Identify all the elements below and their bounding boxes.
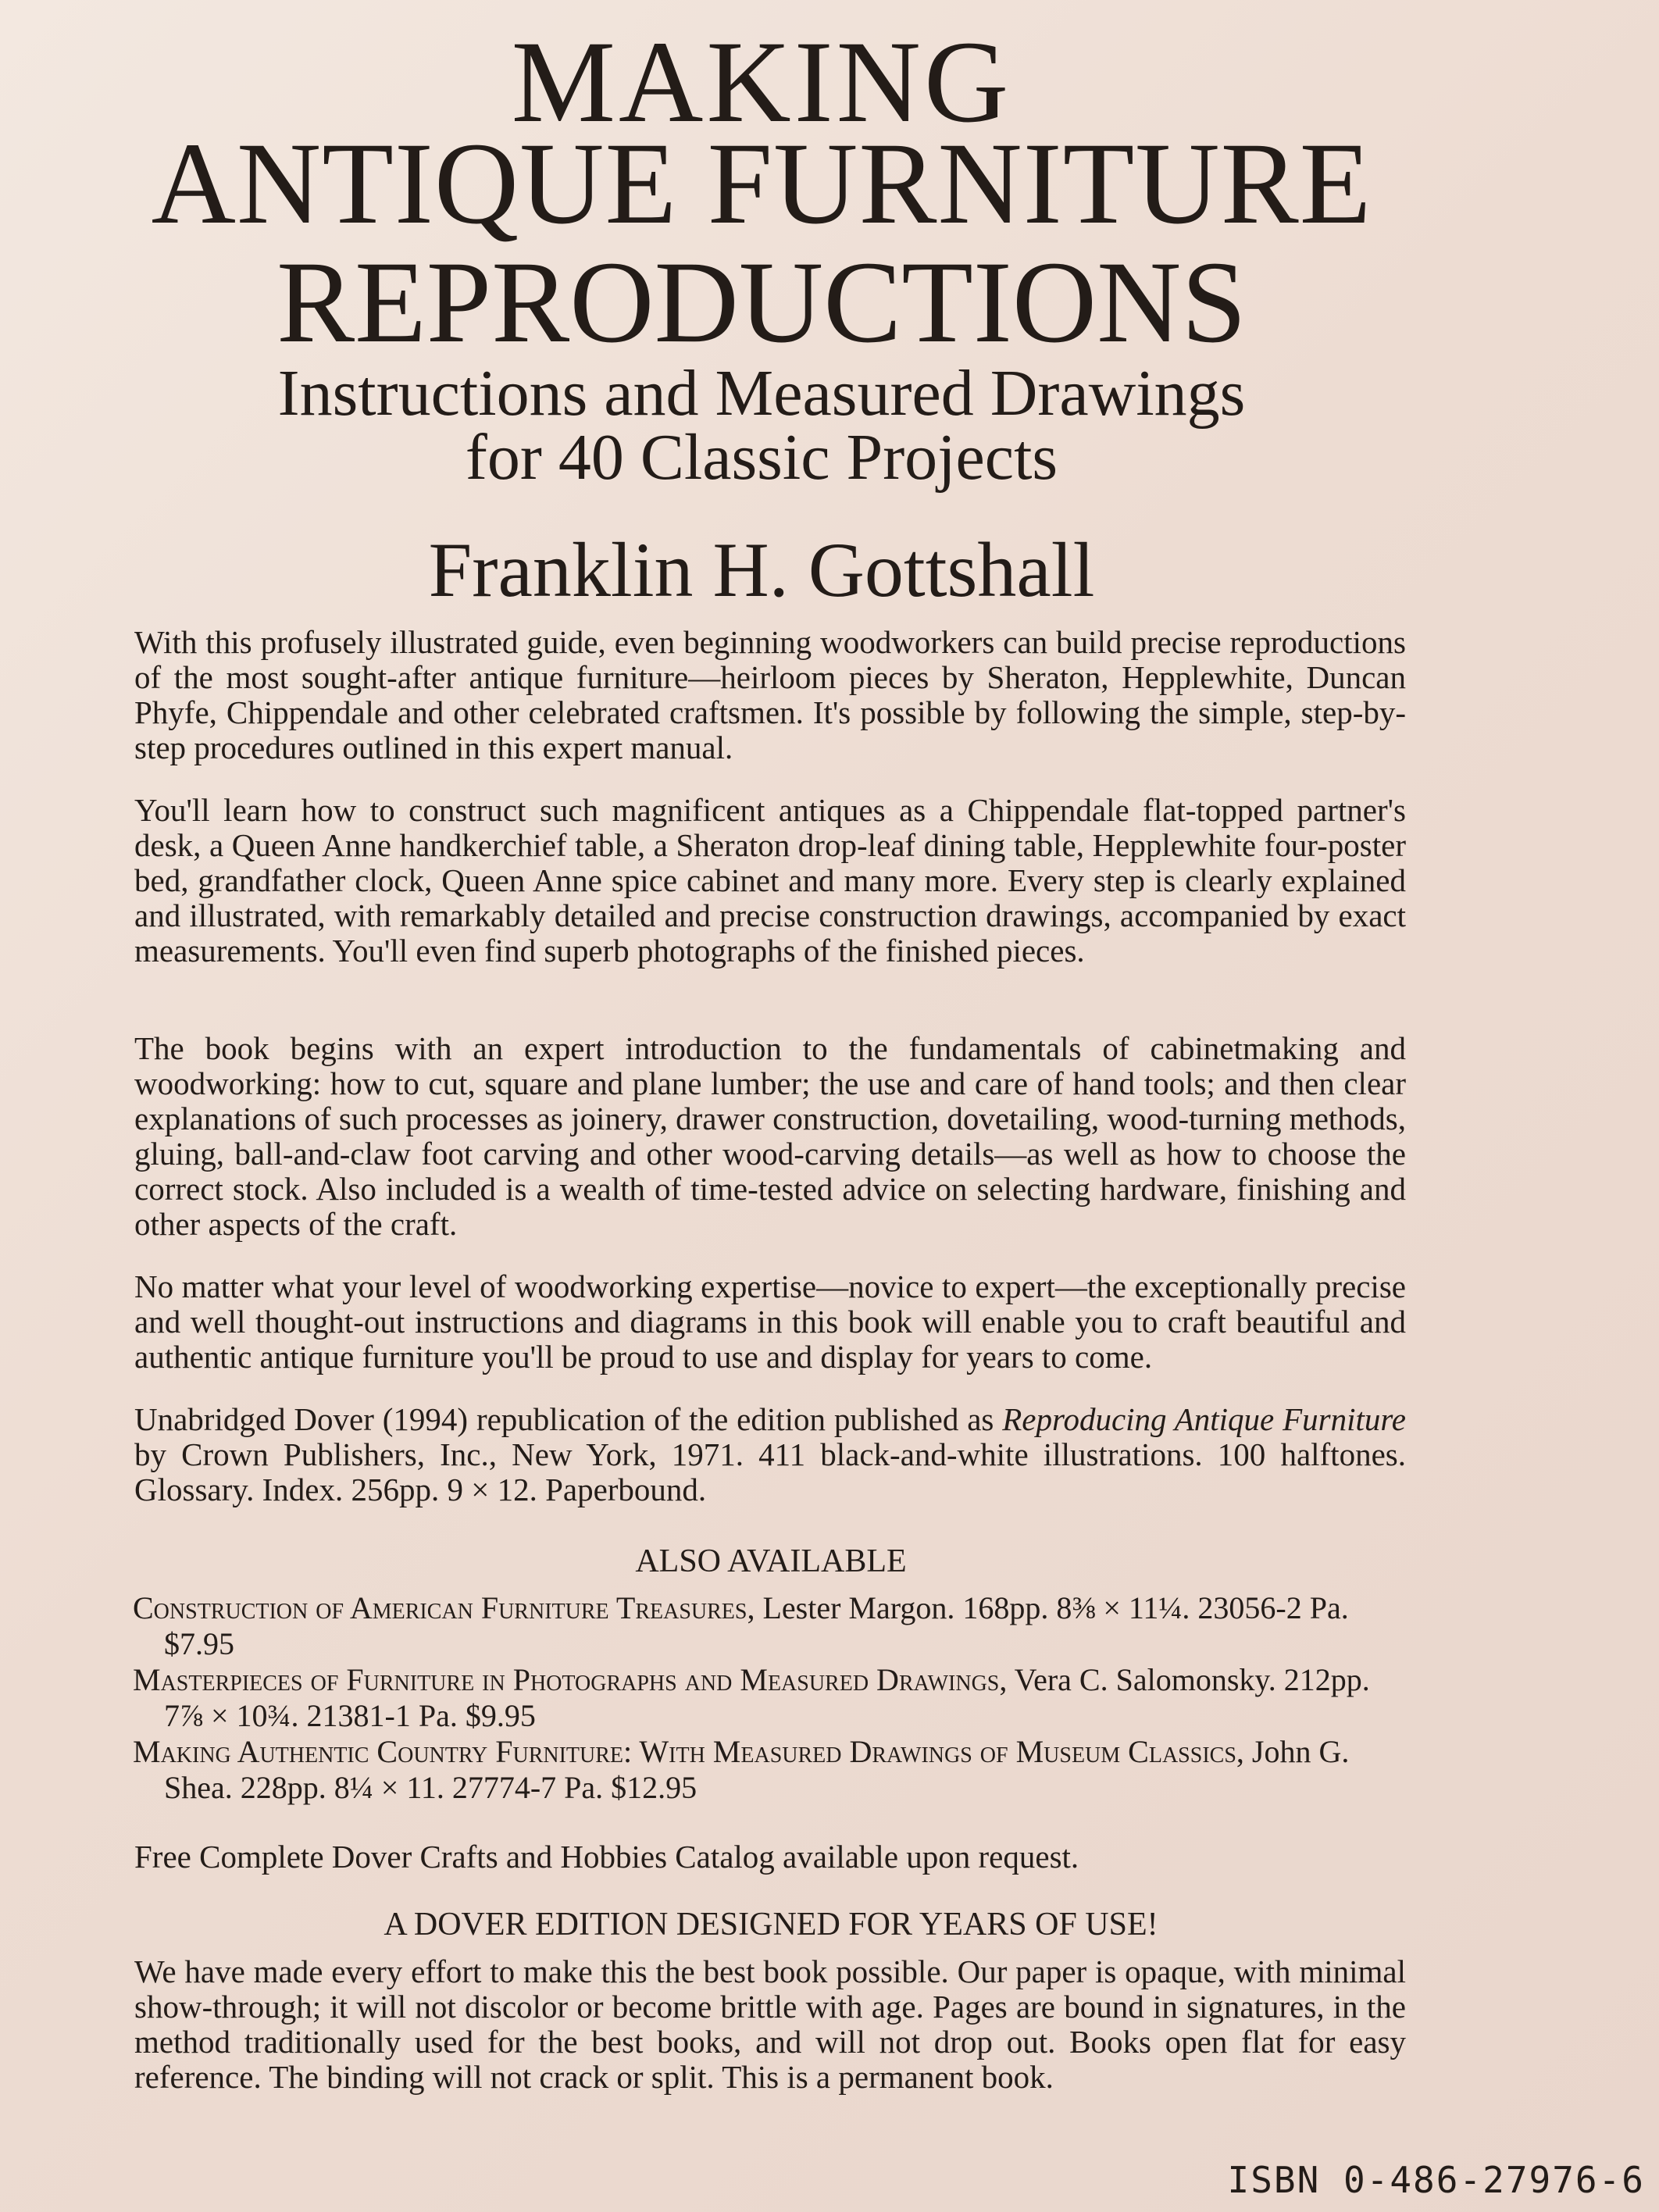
author-name: Franklin H. Gottshall: [428, 526, 1095, 613]
book-details: , John G. Shea. 228pp. 8¼ × 11. 27774-7 Pa. $12.95: [164, 1734, 1350, 1805]
book-details: , Vera C. Salomonsky. 212pp. 7⅞ × 10¾. 21381-1 Pa. $9.95: [164, 1662, 1370, 1733]
subtitle-line-2: for 40 Classic Projects: [465, 421, 1058, 494]
book-title: Masterpieces of Furniture in Photographs and Measured Drawings: [133, 1662, 1000, 1697]
book-title: Making Authentic Country Furniture: With Measured Drawings of Museum Classics: [133, 1734, 1236, 1769]
description-paragraph-3: The book begins with an expert introduction to the fundamentals of cabinetmaking and woodworking: how to cut, square and plane lumber; the use and care of hand tools; and then clear explanations of such processes as joinery, drawer construction, dovetailing, wood-turning methods, gluing, ball-and-claw foot carving and other wood-carving details—as well as how to choose the correct stock. Also included is a wealth of time-tested advice on selecting hardware, finishing and other aspects of the craft.: [134, 1030, 1406, 1242]
subtitle-line-1: Instructions and Measured Drawings: [277, 357, 1246, 430]
also-available-list: [133, 1590, 1414, 1806]
title-line-2: ANTIQUE FURNITURE: [151, 119, 1372, 248]
description-paragraph-4: No matter what your level of woodworking expertise—novice to expert—the exceptionally precise and well thought-out instructions and diagrams in this book will enable you to craft beautiful and authentic antique furniture you'll be proud to use and display for years to come.: [134, 1268, 1406, 1375]
isbn-number: ISBN 0-486-27976-6: [1227, 2159, 1645, 2201]
list-item: [133, 1662, 1414, 1734]
list-item: [133, 1734, 1414, 1806]
title-line-3: REPRODUCTIONS: [276, 237, 1247, 367]
publication-note-end: by Crown Publishers, Inc., New York, 1971. 411 black-and-white illustrations. 100 halftones. Glossary. Index. 256pp. 9 × 12. Paperbound.: [134, 1436, 1406, 1507]
list-item: [133, 1590, 1414, 1662]
also-available-heading: ALSO AVAILABLE: [635, 1543, 907, 1579]
title-line-1: MAKING: [511, 17, 1012, 147]
publication-note: [134, 1402, 1406, 1507]
dover-edition-text: We have made every effort to make this the best book possible. Our paper is opaque, with minimal show-through; it will not discolor or become brittle with age. Pages are bound in signatures, in the method traditionally used for the best books, and will not drop out. Books open flat for easy reference. The binding will not crack or split. This is a permanent book.: [134, 1953, 1406, 2095]
description-paragraph-1: With this profusely illustrated guide, even beginning woodworkers can build precise reproductions of the most sought-after antique furniture—heirloom pieces by Sheraton, Hepplewhite, Duncan Phyfe, Chippendale and other celebrated craftsmen. It's possible by following the simple, step-by-step procedures outlined in this expert manual.: [134, 624, 1406, 765]
dover-edition-heading: A DOVER EDITION DESIGNED FOR YEARS OF USE!: [384, 1907, 1158, 1943]
description-paragraph-2: You'll learn how to construct such magnificent antiques as a Chippendale flat-topped partner's desk, a Queen Anne handkerchief table, a Sheraton drop-leaf dining table, Hepplewhite four-poster bed, grandfather clock, Queen Anne spice cabinet and many more. Every step is clearly explained and illustrated, with remarkably detailed and precise construction drawings, accompanied by exact measurements. You'll even find superb photographs of the finished pieces.: [134, 792, 1406, 969]
book-title: Construction of American Furniture Treasures: [133, 1590, 747, 1625]
original-title: Reproducing Antique Furniture: [1002, 1401, 1406, 1437]
catalog-note: Free Complete Dover Crafts and Hobbies Catalog available upon request.: [134, 1839, 1079, 1875]
book-details: , Lester Margon. 168pp. 8⅜ × 11¼. 23056-2 Pa. $7.95: [164, 1590, 1349, 1661]
publication-note-start: Unabridged Dover (1994) republication of the edition published as: [134, 1401, 1003, 1437]
